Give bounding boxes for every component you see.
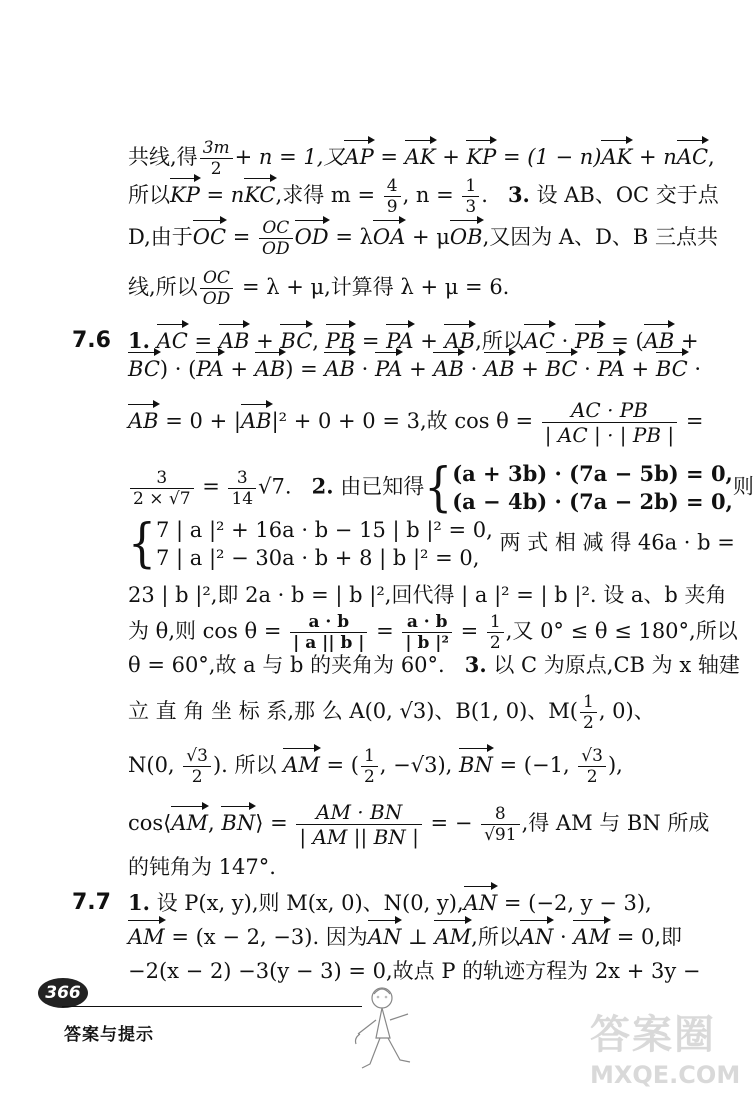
text-line: 立 直 角 坐 标 系,那 么 A(0, √3)、B(1, 0)、M( $\frac{1}{2}$ , 0)、 xyxy=(128,692,655,733)
text-line: N(0, $\frac{√3}{2}$ ). 所以 AM = ( $\frac{1}{2}$ , −√3), BN = (−1, $\frac{√3}{2}$ ), xyxy=(128,746,623,787)
page-number-badge: 366 xyxy=(38,978,88,1008)
text-line: 共线,得 $\frac{3m}{2}$ + n = 1,又AP = AK + KP = (1 − n)AK + nAC, xyxy=(128,138,715,179)
text-line: 的钝角为 147°. xyxy=(128,855,276,879)
left-brace: { xyxy=(424,456,453,518)
text-line: 23 | b |²,即 2a · b = | b |²,回代得 | a |² = | b |². 设 a、b 夹角 xyxy=(128,583,727,607)
text-line: 1. AC = AB + BC, PB = PA + AB,所以AC · PB = (AB + xyxy=(128,326,699,356)
watermark-logo: 答案圈 xyxy=(590,1012,716,1058)
text-line: 为 θ,则 cos θ = $\frac{a \cdot b}{| a || b |}$ = $\frac{a \cdot b}{\text{| b |²}}$ = $\frac{1}{2}$ ,又 0° ≤ θ ≤ 180°,所以 xyxy=(128,612,738,653)
text-line: 所以KP = nKC,求得 m = $\frac{4}{9}$ , n = $\frac{1}{3}$ . 3. 设 AB、OC 交于点 xyxy=(128,176,719,217)
decorative-figure xyxy=(340,980,430,1080)
text-line: cos⟨AM, BN⟩ = $\frac{AM \cdot BN}{| AM || BN |}$ = − $\frac{8}{√91}$ ,得 AM 与 BN 所成 xyxy=(128,800,710,849)
section-number: 7.7 xyxy=(72,890,111,915)
text-line: −2(x − 2) −3(y − 3) = 0,故点 P 的轨迹方程为 2x + 3y − xyxy=(128,959,701,983)
section-number: 7.6 xyxy=(72,328,111,353)
text-line: θ = 60°,故 a 与 b 的夹角为 60°. 3. 以 C 为原点,CB 为 x 轴建 xyxy=(128,652,740,677)
left-brace: { xyxy=(128,512,156,574)
footer-divider xyxy=(62,1006,362,1007)
text-line: BC) · (PA + AB) = AB · PA + AB · AB + BC · PA + BC · xyxy=(128,354,701,384)
watermark xyxy=(590,1010,740,1100)
text-line: $\frac{3}{2 \times √7}$ = $\frac{3}{14}$ √7. 2. 由已知得{(a + 3b) · (7a − 5b) = 0, (a − 4b) · (7a − 2b) = 0,则 xyxy=(128,460,754,516)
text-line: AM = (x − 2, −3). 因为AN ⊥ AM,所以AN · AM = 0,即 xyxy=(128,922,682,952)
footer-section-title: 答案与提示 xyxy=(64,1025,154,1045)
text-line: D,由于OC = $\frac{OC}{OD}$ OD = λOA + μOB,又因为 A、D、B 三点共 xyxy=(128,218,719,259)
watermark-url: MXQE.COM xyxy=(590,1061,741,1089)
text-line: 线,所以 $\frac{OC}{OD}$ = λ + μ,计算得 λ + μ = 6. xyxy=(128,268,510,309)
text-line: 1. 设 P(x, y),则 M(x, 0)、N(0, y),AN = (−2, y − 3), xyxy=(128,888,652,918)
text-line: {7 | a |² + 16a · b − 15 | b |² = 0, 7 | a |² − 30a · b + 8 | b |² = 0, 两 式 相 减 得 46a · b = xyxy=(128,512,735,574)
text-line: AB = 0 + |AB|² + 0 + 0 = 3,故 cos θ = $\frac{AC \cdot PB}{| AC | \cdot | PB |}$ = xyxy=(128,398,704,447)
